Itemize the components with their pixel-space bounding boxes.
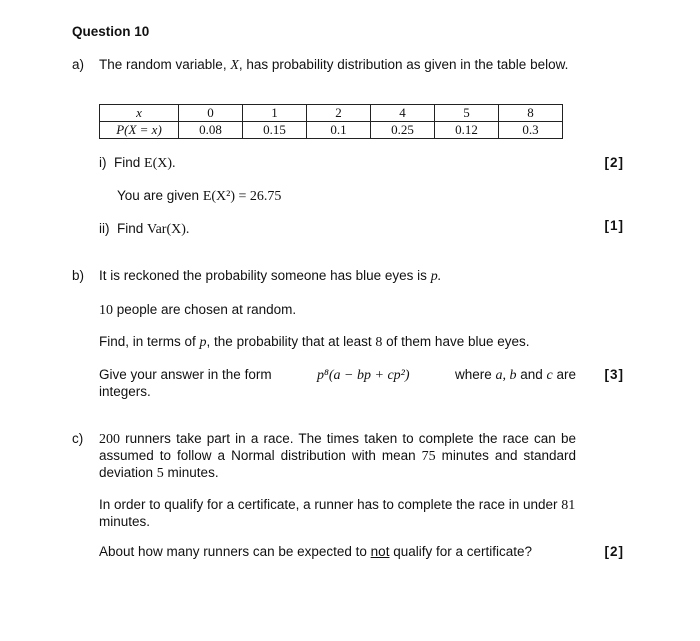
table-row-x: [100, 105, 563, 122]
part-b-line2: 10 people are chosen at random.: [99, 302, 297, 318]
table-cell-p: 0.12: [435, 122, 499, 139]
table-cell-p: 0.1: [307, 122, 371, 139]
question-title: Question 10: [72, 24, 150, 39]
table-cell-x: 0: [179, 105, 243, 122]
part-c-para2: In order to qualify for a certificate, a runner has to complete the race in under 81 minutes.: [99, 497, 576, 529]
table-cell-p: 0.3: [499, 122, 563, 139]
part-c-label: c): [72, 431, 84, 446]
table-cell-p: 0.08: [179, 122, 243, 139]
part-a-ii: ii) Find Var(X).: [99, 221, 190, 237]
part-b-line1: It is reckoned the probability someone has blue eyes is p.: [99, 268, 442, 284]
part-c-para1: 200 runners take part in a race. The times taken to complete the race can be assumed to follow a Normal distribution with mean 75 minutes and standard deviation 5 minutes.: [99, 431, 576, 481]
part-b-line3: Find, in terms of p, the probability that at least 8 of them have blue eyes.: [99, 334, 530, 350]
probability-table: [99, 104, 563, 139]
table-row-p: [100, 122, 563, 139]
part-c-para3: About how many runners can be expected to not qualify for a certificate?: [99, 544, 533, 559]
part-a-given: You are given E(X²) = 26.75: [117, 188, 282, 204]
table-cell-x: 8: [499, 105, 563, 122]
part-a-i-marks: [2]: [604, 155, 624, 170]
table-cell-p: 0.15: [243, 122, 307, 139]
table-cell-x: 1: [243, 105, 307, 122]
part-b-line4: Give your answer in the form p⁸(a − bp + cp²) where a, b and c are integers.: [99, 367, 576, 399]
part-b-label: b): [72, 268, 85, 283]
part-a-intro: The random variable, X, has probability distribution as given in the table below.: [99, 57, 569, 73]
table-cell-x: 2: [307, 105, 371, 122]
part-a-label: a): [72, 57, 85, 72]
table-cell-x: 5: [435, 105, 499, 122]
table-cell-p: 0.25: [371, 122, 435, 139]
part-b-marks: [3]: [604, 367, 624, 382]
table-cell-x: 4: [371, 105, 435, 122]
part-c-marks: [2]: [604, 544, 624, 559]
part-a-i: i) Find E(X).: [99, 155, 176, 171]
table-header-p: P(X = x): [100, 122, 179, 139]
table-header-x: x: [100, 105, 179, 122]
part-a-ii-marks: [1]: [604, 218, 624, 233]
